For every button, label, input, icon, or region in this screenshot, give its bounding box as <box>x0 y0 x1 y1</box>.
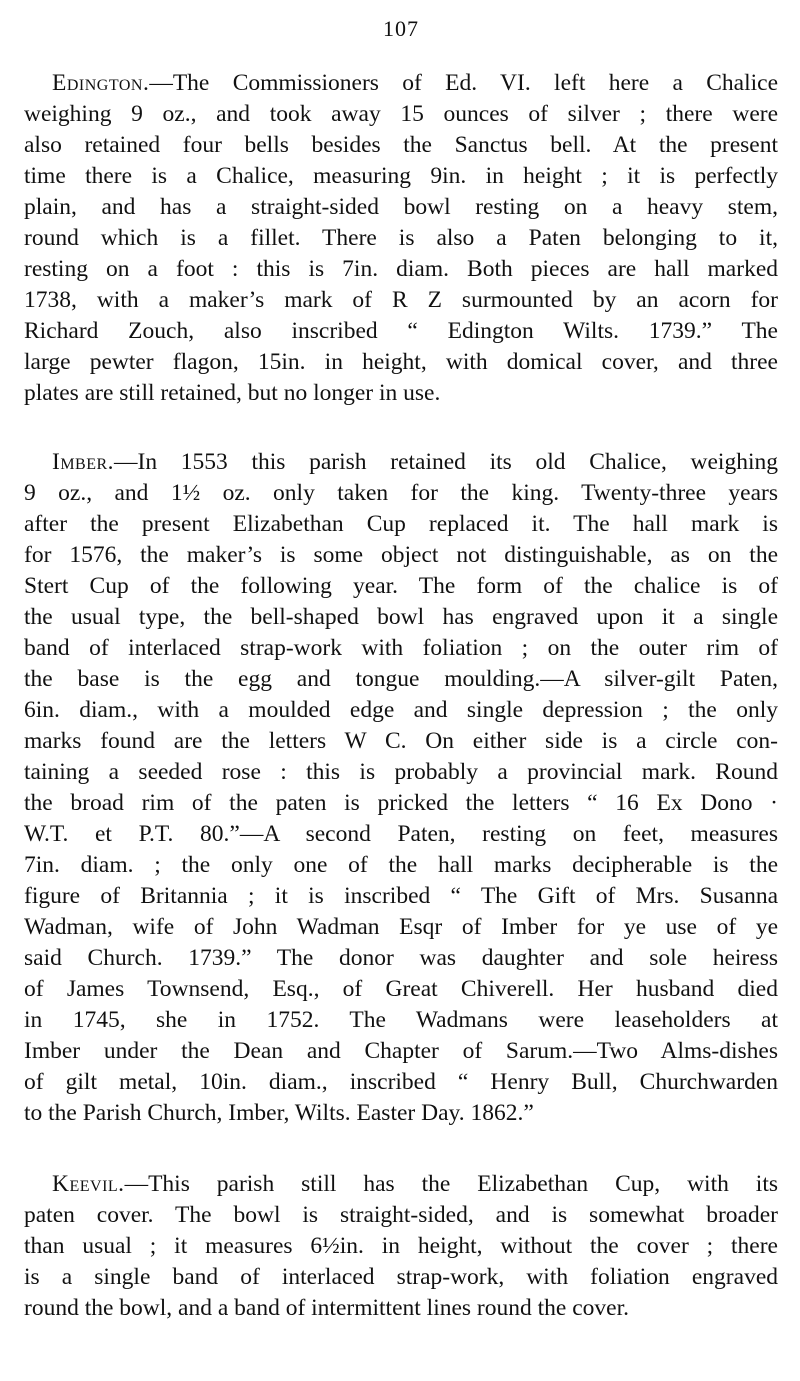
paragraph-line: than usual ; it measures 6½in. in height, without the cover ; there <box>24 1233 778 1259</box>
paragraph-line: round which is a fillet. There is also a Paten belonging to it, <box>24 225 778 251</box>
paragraph-line: after the present Elizabethan Cup replaced it. The hall mark is <box>24 511 778 537</box>
paragraph-line: of gilt metal, 10in. diam., inscribed “ Henry Bull, Churchwarden <box>24 1069 778 1095</box>
document-page <box>24 0 778 1381</box>
paragraph-line: resting on a foot : this is 7in. diam. Both pieces are hall marked <box>24 256 778 282</box>
paragraph-line: plain, and has a straight-sided bowl resting on a heavy stem, <box>24 194 778 220</box>
section-imber <box>24 447 778 1129</box>
page-number: 107 <box>383 16 419 41</box>
paragraph-line: plates are still retained, but no longer in use. <box>24 380 441 406</box>
paragraph-line: Imber under the Dean and Chapter of Sarum.—Two Alms-dishes <box>24 1038 778 1064</box>
section-heading: Edington. <box>52 70 150 96</box>
section-heading: Keevil. <box>52 1171 125 1197</box>
paragraph-line: marks found are the letters W C. On either side is a circle con- <box>24 728 778 754</box>
paragraph-line: Wadman, wife of John Wadman Esqr of Imber for ye use of ye <box>24 914 778 940</box>
paragraph-line: 1738, with a maker’s mark of R Z surmounted by an acorn for <box>24 287 778 313</box>
paragraph-line: the base is the egg and tongue moulding.—A silver-gilt Paten, <box>24 666 778 692</box>
paragraph-line: paten cover. The bowl is straight-sided, and is somewhat broader <box>24 1202 778 1228</box>
paragraph-line: to the Parish Church, Imber, Wilts. Easter Day. 1862.” <box>24 1100 534 1126</box>
paragraph-line: is a single band of interlaced strap-work, with foliation engraved <box>24 1264 778 1290</box>
paragraph-line: for 1576, the maker’s is some object not distinguishable, as on the <box>24 542 778 568</box>
paragraph-line: Keevil.—This parish still has the Elizabethan Cup, with its <box>52 1171 778 1197</box>
paragraph-line: 6in. diam., with a moulded edge and single depression ; the only <box>24 697 778 723</box>
paragraph-line: also retained four bells besides the Sanctus bell. At the present <box>24 132 778 158</box>
paragraph-line: weighing 9 oz., and took away 15 ounces of silver ; there were <box>24 101 778 127</box>
section-edington <box>24 68 778 409</box>
paragraph-line: time there is a Chalice, measuring 9in. in height ; it is perfectly <box>24 163 778 189</box>
paragraph-line: the usual type, the bell-shaped bowl has engraved upon it a single <box>24 604 778 630</box>
paragraph-line: 9 oz., and 1½ oz. only taken for the king. Twenty-three years <box>24 480 778 506</box>
paragraph-line: the broad rim of the paten is pricked the letters “ 16 Ex Dono · <box>24 790 778 816</box>
paragraph-line: round the bowl, and a band of intermittent lines round the cover. <box>24 1295 629 1321</box>
paragraph-line: of James Townsend, Esq., of Great Chiverell. Her husband died <box>24 976 778 1002</box>
paragraph-line: W.T. et P.T. 80.”—A second Paten, resting on feet, measures <box>24 821 778 847</box>
paragraph-line: Richard Zouch, also inscribed “ Edington Wilts. 1739.” The <box>24 318 778 344</box>
section-heading: Imber. <box>52 449 115 475</box>
paragraph-line: 7in. diam. ; the only one of the hall marks decipherable is the <box>24 852 778 878</box>
paragraph-line: said Church. 1739.” The donor was daughter and sole heiress <box>24 945 778 971</box>
paragraph-line: band of interlaced strap-work with foliation ; on the outer rim of <box>24 635 778 661</box>
paragraph-line: Stert Cup of the following year. The form of the chalice is of <box>24 573 778 599</box>
paragraph-line: taining a seeded rose : this is probably a provincial mark. Round <box>24 759 778 785</box>
paragraph-line: large pewter flagon, 15in. in height, with domical cover, and three <box>24 349 778 375</box>
paragraph-line: in 1745, she in 1752. The Wadmans were leaseholders at <box>24 1007 778 1033</box>
paragraph-line: Imber.—In 1553 this parish retained its old Chalice, weighing <box>52 449 778 475</box>
paragraph-line: figure of Britannia ; it is inscribed “ The Gift of Mrs. Susanna <box>24 883 778 909</box>
section-keevil <box>24 1169 778 1324</box>
paragraph-line: Edington.—The Commissioners of Ed. VI. left here a Chalice <box>52 70 778 96</box>
